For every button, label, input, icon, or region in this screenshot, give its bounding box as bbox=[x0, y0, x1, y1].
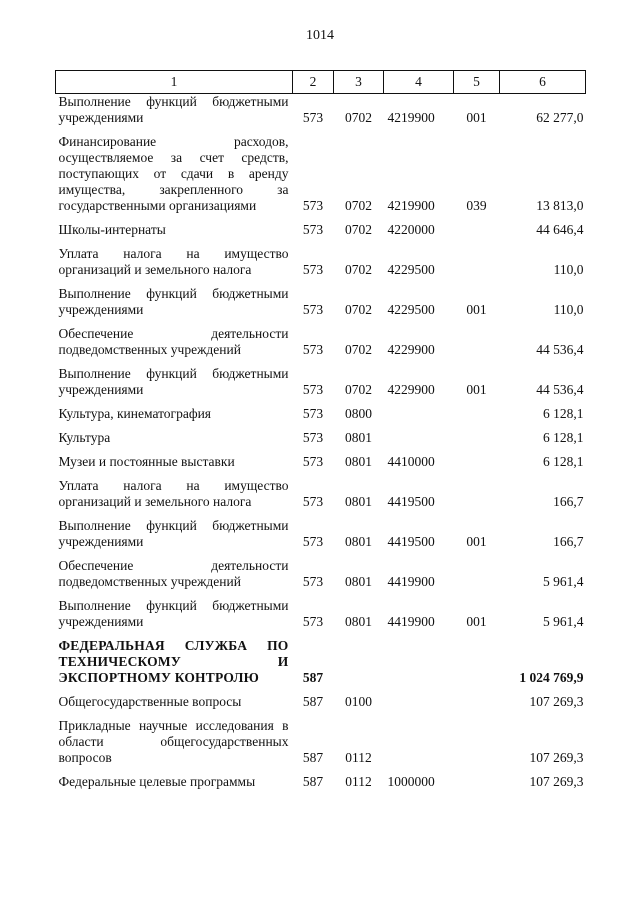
row-spacer bbox=[56, 710, 586, 718]
row-spacer bbox=[56, 790, 586, 798]
row-ministry-code: 573 bbox=[302, 382, 324, 397]
row-amount: 166,7 bbox=[553, 534, 584, 549]
row-amount: 6 128,1 bbox=[543, 430, 584, 445]
row-spacer-cell bbox=[56, 358, 586, 366]
row-name: Выполнение функций бюджетными учреждениями bbox=[58, 598, 289, 629]
row-section-code: 0800 bbox=[345, 406, 372, 421]
row-expense-type bbox=[454, 246, 500, 278]
row-section-code bbox=[334, 638, 384, 686]
row-ministry-code: 573 bbox=[302, 110, 324, 125]
row-name: Финансирование расходов, осуществляемое за счет средств, поступающих от сдачи в аренду имущества, закрепленного за государственными организациями bbox=[58, 134, 289, 213]
row-spacer bbox=[56, 766, 586, 774]
row-spacer bbox=[56, 590, 586, 598]
row-section-code: 0702 bbox=[345, 198, 372, 213]
row-amount: 107 269,3 bbox=[529, 774, 584, 789]
row-spacer bbox=[56, 422, 586, 430]
table-row bbox=[56, 246, 586, 278]
row-section-code: 0702 bbox=[345, 382, 372, 397]
row-spacer bbox=[56, 214, 586, 222]
row-target-article: 4229500 bbox=[387, 302, 435, 317]
row-ministry-code: 573 bbox=[302, 302, 324, 317]
row-spacer bbox=[56, 686, 586, 694]
row-expense-type bbox=[454, 222, 500, 238]
row-name: Музеи и постоянные выставки bbox=[58, 454, 235, 469]
row-ministry-code: 573 bbox=[302, 534, 324, 549]
table-row bbox=[56, 598, 586, 630]
row-spacer-cell bbox=[56, 550, 586, 558]
row-name: Уплата налога на имущество организаций и земельного налога bbox=[58, 478, 289, 509]
row-spacer-cell bbox=[56, 710, 586, 718]
row-target-article bbox=[384, 638, 454, 686]
row-spacer-cell bbox=[56, 790, 586, 798]
row-target-article: 4410000 bbox=[387, 454, 435, 469]
row-section-code: 0801 bbox=[345, 574, 372, 589]
row-name: Общегосударственные вопросы bbox=[58, 694, 242, 709]
row-section-code: 0801 bbox=[345, 614, 372, 629]
row-section-code: 0112 bbox=[345, 774, 372, 789]
row-amount: 5 961,4 bbox=[543, 574, 584, 589]
row-target-article bbox=[384, 430, 454, 446]
page-number: 1014 bbox=[306, 28, 334, 43]
table-row bbox=[56, 406, 586, 422]
row-expense-type bbox=[454, 478, 500, 510]
header-col-6: 6 bbox=[500, 71, 586, 94]
row-amount: 6 128,1 bbox=[543, 406, 584, 421]
row-spacer bbox=[56, 318, 586, 326]
row-spacer bbox=[56, 470, 586, 478]
row-spacer-cell bbox=[56, 238, 586, 246]
row-spacer-cell bbox=[56, 126, 586, 134]
row-name: Федеральные целевые программы bbox=[58, 774, 256, 789]
row-spacer-cell bbox=[56, 422, 586, 430]
row-expense-type bbox=[454, 430, 500, 446]
table-row bbox=[56, 430, 586, 446]
row-amount: 5 961,4 bbox=[543, 614, 584, 629]
table-row bbox=[56, 694, 586, 710]
row-section-code: 0801 bbox=[345, 454, 372, 469]
header-col-3: 3 bbox=[334, 71, 384, 94]
row-name: Выполнение функций бюджетными учреждениями bbox=[58, 518, 289, 549]
row-section-code: 0801 bbox=[345, 494, 372, 509]
row-name: Культура bbox=[58, 430, 111, 445]
row-target-article bbox=[384, 694, 454, 710]
row-target-article: 4419900 bbox=[387, 614, 435, 629]
row-ministry-code: 573 bbox=[302, 406, 324, 421]
header-col-2: 2 bbox=[293, 71, 334, 94]
table-row bbox=[56, 478, 586, 510]
row-expense-type bbox=[454, 694, 500, 710]
row-target-article: 4219900 bbox=[387, 110, 435, 125]
row-ministry-code: 573 bbox=[302, 614, 324, 629]
row-spacer bbox=[56, 126, 586, 134]
row-expense-type bbox=[454, 454, 500, 470]
table-row bbox=[56, 718, 586, 766]
table-row bbox=[56, 638, 586, 686]
header-col-5: 5 bbox=[454, 71, 500, 94]
row-spacer-cell bbox=[56, 278, 586, 286]
row-section-code: 0702 bbox=[345, 302, 372, 317]
row-spacer-cell bbox=[56, 398, 586, 406]
row-spacer-cell bbox=[56, 214, 586, 222]
row-ministry-code: 587 bbox=[302, 774, 324, 789]
row-spacer-cell bbox=[56, 446, 586, 454]
row-amount: 44 536,4 bbox=[536, 342, 584, 357]
row-spacer bbox=[56, 510, 586, 518]
row-target-article: 4419500 bbox=[387, 534, 435, 549]
row-amount: 6 128,1 bbox=[543, 454, 584, 469]
row-amount: 110,0 bbox=[553, 302, 584, 317]
row-expense-type bbox=[454, 774, 500, 790]
row-ministry-code: 573 bbox=[302, 342, 324, 357]
row-spacer bbox=[56, 398, 586, 406]
row-expense-type bbox=[454, 718, 500, 766]
row-spacer-cell bbox=[56, 686, 586, 694]
row-name: Обеспечение деятельности подведомственных учреждений bbox=[58, 326, 289, 357]
table-row bbox=[56, 366, 586, 398]
row-expense-type: 039 bbox=[466, 198, 487, 213]
table-row bbox=[56, 774, 586, 790]
header-col-4: 4 bbox=[384, 71, 454, 94]
row-spacer-cell bbox=[56, 318, 586, 326]
row-expense-type: 001 bbox=[466, 534, 487, 549]
row-ministry-code: 573 bbox=[302, 574, 324, 589]
row-amount: 44 646,4 bbox=[536, 222, 584, 237]
row-spacer-cell bbox=[56, 630, 586, 638]
table-row bbox=[56, 326, 586, 358]
row-target-article: 4229900 bbox=[387, 382, 435, 397]
row-amount: 110,0 bbox=[553, 262, 584, 277]
row-ministry-code: 573 bbox=[302, 262, 324, 277]
table-header bbox=[56, 71, 586, 94]
row-expense-type: 001 bbox=[466, 614, 487, 629]
row-expense-type bbox=[454, 406, 500, 422]
row-expense-type: 001 bbox=[466, 110, 487, 125]
row-section-code: 0702 bbox=[345, 110, 372, 125]
row-target-article: 4419500 bbox=[387, 494, 435, 509]
row-target-article bbox=[384, 718, 454, 766]
row-spacer bbox=[56, 446, 586, 454]
row-section-code: 0100 bbox=[345, 694, 372, 709]
row-section-code: 0702 bbox=[345, 342, 372, 357]
row-spacer bbox=[56, 630, 586, 638]
row-amount: 107 269,3 bbox=[529, 694, 584, 709]
row-name: Прикладные научные исследования в области общегосударственных вопросов bbox=[58, 718, 289, 765]
row-expense-type bbox=[454, 326, 500, 358]
row-target-article: 4229900 bbox=[387, 342, 435, 357]
row-expense-type bbox=[454, 558, 500, 590]
row-spacer-cell bbox=[56, 766, 586, 774]
table-row bbox=[56, 558, 586, 590]
table-row bbox=[56, 94, 586, 127]
row-target-article: 4219900 bbox=[387, 198, 435, 213]
row-spacer bbox=[56, 550, 586, 558]
row-ministry-code: 587 bbox=[302, 750, 324, 765]
row-target-article: 4419900 bbox=[387, 574, 435, 589]
row-spacer bbox=[56, 238, 586, 246]
table-row bbox=[56, 134, 586, 214]
row-name: Обеспечение деятельности подведомственных учреждений bbox=[58, 558, 289, 589]
row-amount: 166,7 bbox=[553, 494, 584, 509]
row-section-code: 0801 bbox=[345, 430, 372, 445]
row-expense-type: 001 bbox=[466, 382, 487, 397]
table-row bbox=[56, 454, 586, 470]
row-section-code: 0702 bbox=[345, 222, 372, 237]
row-amount: 13 813,0 bbox=[536, 198, 584, 213]
row-ministry-code: 587 bbox=[302, 670, 324, 685]
row-spacer-cell bbox=[56, 590, 586, 598]
row-name: Уплата налога на имущество организаций и земельного налога bbox=[58, 246, 289, 277]
row-amount: 62 277,0 bbox=[536, 110, 584, 125]
row-section-code: 0702 bbox=[345, 262, 372, 277]
row-target-article bbox=[384, 406, 454, 422]
row-ministry-code: 587 bbox=[302, 694, 324, 709]
row-target-article: 4220000 bbox=[387, 222, 435, 237]
header-col-1: 1 bbox=[56, 71, 293, 94]
row-name: Выполнение функций бюджетными учреждениями bbox=[58, 94, 289, 125]
row-spacer-cell bbox=[56, 510, 586, 518]
row-spacer bbox=[56, 358, 586, 366]
table-row bbox=[56, 286, 586, 318]
row-ministry-code: 573 bbox=[302, 430, 324, 445]
row-target-article: 1000000 bbox=[387, 774, 435, 789]
row-ministry-code: 573 bbox=[302, 198, 324, 213]
row-amount: 44 536,4 bbox=[536, 382, 584, 397]
row-name: Выполнение функций бюджетными учреждениями bbox=[58, 366, 289, 397]
row-expense-type bbox=[454, 638, 500, 686]
row-name: Школы-интернаты bbox=[58, 222, 166, 237]
row-section-code: 0801 bbox=[345, 534, 372, 549]
row-name: ФЕДЕРАЛЬНАЯ СЛУЖБА ПО ТЕХНИЧЕСКОМУ И ЭКСПОРТНОМУ КОНТРОЛЮ bbox=[58, 638, 289, 685]
table-row bbox=[56, 222, 586, 238]
table-row bbox=[56, 518, 586, 550]
table-body bbox=[56, 94, 586, 799]
row-section-code: 0112 bbox=[345, 750, 372, 765]
row-spacer bbox=[56, 278, 586, 286]
row-expense-type: 001 bbox=[466, 302, 487, 317]
row-amount: 107 269,3 bbox=[529, 750, 584, 765]
row-ministry-code: 573 bbox=[302, 454, 324, 469]
row-ministry-code: 573 bbox=[302, 494, 324, 509]
row-name: Выполнение функций бюджетными учреждениями bbox=[58, 286, 289, 317]
budget-table bbox=[55, 70, 586, 798]
row-amount: 1 024 769,9 bbox=[519, 670, 584, 685]
row-name: Культура, кинематография bbox=[58, 406, 212, 421]
row-ministry-code: 573 bbox=[302, 222, 324, 237]
row-target-article: 4229500 bbox=[387, 262, 435, 277]
row-spacer-cell bbox=[56, 470, 586, 478]
